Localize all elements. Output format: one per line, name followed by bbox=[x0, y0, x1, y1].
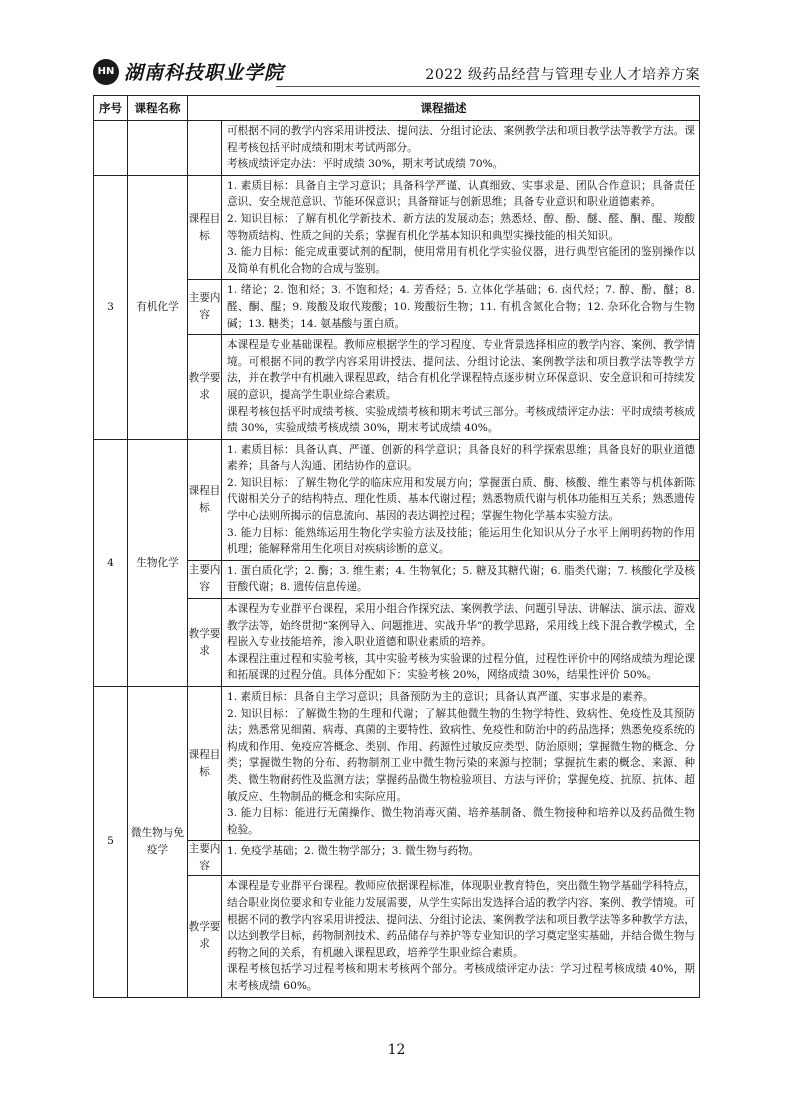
description-paragraph: 课程考核包括平时成绩考核、实验成绩考核和期末考试三部分。考核成绩评定办法：平时成绩考核成绩 30%，实验成绩考核成绩 30%，期末考试成绩 40%。 bbox=[227, 405, 695, 435]
description-paragraph: 本课程注重过程和实验考核，其中实验考核为实验课的过程分值，过程性评价中的网络成绩为理论课和拓展课的过程分值。具体分配如下：实验考核 20%，网络成绩 30%，结果性评价 50%。 bbox=[227, 652, 695, 682]
description-cell bbox=[222, 280, 700, 335]
section-label: 教学要求 bbox=[188, 599, 222, 687]
course-number: 4 bbox=[94, 439, 128, 686]
description-paragraph: 1. 蛋白质化学；2. 酶；3. 维生素；4. 生物氧化；5. 糖及其糖代谢；6. 脂类代谢；7. 核酸化学及核苷酸代谢；8. 遗传信息传递。 bbox=[227, 564, 695, 594]
section-label: 主要内容 bbox=[188, 560, 222, 598]
document-title: 2022 级药品经营与管理专业人才培养方案 bbox=[425, 67, 700, 83]
description-cell bbox=[222, 335, 700, 440]
description-paragraph: 课程考核包括学习过程考核和期末考核两个部分。考核成绩评定办法：学习过程考核成绩 40%，期末考核成绩 60%。 bbox=[227, 963, 695, 992]
course-number: 3 bbox=[94, 175, 128, 439]
header-desc: 课程描述 bbox=[188, 96, 700, 121]
description-paragraph: 1. 免疫学基础；2. 微生物学部分；3. 微生物与药物。 bbox=[227, 845, 480, 858]
description-paragraph: 3. 能力目标：能熟练运用生物化学实验方法及技能；能运用生化知识从分子水平上阐明药物的作用机理；能解释常用生化项目对疾病诊断的意义。 bbox=[227, 526, 695, 556]
empty-cell bbox=[128, 121, 188, 176]
description-paragraph: 3. 能力目标：能完成重要试剂的配制，使用常用有机化学实验仪器，进行典型官能团的鉴别操作以及简单有机化合物的合成与鉴别。 bbox=[227, 246, 695, 275]
section-label: 课程目标 bbox=[188, 175, 222, 280]
section-label: 主要内容 bbox=[188, 841, 222, 876]
description-cell bbox=[222, 121, 700, 176]
description-paragraph: 可根据不同的教学内容采用讲授法、提问法、分组讨论法、案例教学法和项目教学法等教学方法。课程考核包括平时成绩和期末考试两部分。 bbox=[227, 125, 695, 154]
table-header-row bbox=[94, 96, 700, 121]
page-header bbox=[93, 58, 700, 86]
course-number: 5 bbox=[94, 687, 128, 998]
section-label: 教学要求 bbox=[188, 876, 222, 997]
description-paragraph: 本课程是专业群平台课程。教师应依据课程标准，体现职业教育特色，突出微生物学基础学科特点，结合职业岗位要求和专业能力发展需要，从学生实际出发选择合适的教学内容、案例、教学情境。可根据不同的教学内容采用讲授法、提问法、分组讨论法、案例教学法和项目教学法等多种教学方法，以达到教学目标，药物制剂技术、药品储存与养护等专业知识的学习奠定坚实基础，并结合微生物与药物之间的关系，有机融入课程思政，培养学生职业综合素质。 bbox=[227, 880, 695, 959]
description-cell bbox=[222, 687, 700, 841]
table-row-continuation bbox=[94, 121, 700, 176]
description-paragraph: 2. 知识目标：了解微生物的生理和代谢；了解其他微生物的生物学特性、致病性、免疫性及其预防法；熟悉常见细菌、病毒、真菌的主要特性、致病性、免疫性和防治中的药品选择；熟悉免疫系统的构成和作用、免疫应答概念、类别、作用、药源性过敏反应类型、防治原则；掌握微生物的概念、分类；掌握微生物的分布、药物制剂工业中微生物污染的来源与控制；掌握抗生素的概念、来源、种类、微生物耐药性及监测方法；掌握药品微生物检验项目、方法与评价；掌握免疫、抗原、抗体、超敏反应、生物制品的概念和实际应用。 bbox=[227, 707, 695, 803]
course-name: 生物化学 bbox=[128, 439, 188, 686]
section-label: 教学要求 bbox=[188, 335, 222, 440]
description-cell bbox=[222, 841, 700, 876]
description-cell bbox=[222, 876, 700, 997]
description-paragraph: 1. 素质目标：具备自主学习意识；具备预防为主的意识；具备认真严谨、实事求是的素养。 bbox=[227, 691, 654, 703]
empty-cell bbox=[188, 121, 222, 176]
description-paragraph: 本课程是专业基础课程。教师应根据学生的学习程度、专业背景选择相应的教学内容、案例、教学情境。可根据不同的教学内容采用讲授法、提问法、分组讨论法、案例教学法和项目教学法等教学方法，并在教学中有机融入课程思政，结合有机化学课程特点逐步树立环保意识、安全意识和可持续发展的意识，提高学生职业综合素质。 bbox=[227, 339, 695, 401]
description-paragraph: 1. 绪论；2. 饱和烃；3. 不饱和烃；4. 芳香烃；5. 立体化学基础；6. 卤代烃；7. 醇、酚、醚；8. 醛、酮、醌；9. 羧酸及取代羧酸；10. 羧酸衍生物；11. 有机含氮化合物；12. 杂环化合物与生物碱；13. 糖类；14. 氨基酸与蛋白质。 bbox=[227, 284, 695, 330]
section-label: 课程目标 bbox=[188, 439, 222, 560]
header-no: 序号 bbox=[94, 96, 128, 121]
section-label: 课程目标 bbox=[188, 687, 222, 841]
school-logo bbox=[93, 58, 284, 85]
description-cell bbox=[222, 439, 700, 560]
description-paragraph: 1. 素质目标：具备认真、严谨、创新的科学意识；具备良好的科学探索思维；具备良好的职业道德素养；具备与人沟通、团结协作的意识。 bbox=[227, 443, 695, 473]
table-row bbox=[94, 439, 700, 560]
description-paragraph: 2. 知识目标：了解有机化学新技术、新方法的发展动态；熟悉烃、醇、酚、醚、醛、酮、醌、羧酸等物质结构、性质之间的关系；掌握有机化学基本知识和典型实操技能的相关知识。 bbox=[227, 212, 695, 242]
description-cell bbox=[222, 175, 700, 280]
description-paragraph: 3. 能力目标：能进行无菌操作、微生物消毒灭菌、培养基制备、微生物接种和培养以及药品微生物检验。 bbox=[227, 807, 695, 836]
school-name: 湖南科技职业学院 bbox=[124, 62, 285, 84]
course-name: 有机化学 bbox=[128, 175, 188, 439]
header-name: 课程名称 bbox=[128, 96, 188, 121]
description-paragraph: 考核成绩评定办法：平时成绩 30%，期末考试成绩 70%。 bbox=[227, 158, 504, 171]
description-paragraph: 1. 素质目标：具备自主学习意识；具备科学严谨、认真细致、实事求是、团队合作意识；具备责任意识、安全规范意识、节能环保意识；具备辩证与创新思维；具备专业意识和职业道德素养。 bbox=[227, 179, 695, 209]
course-table bbox=[93, 95, 700, 998]
section-label: 主要内容 bbox=[188, 280, 222, 335]
description-cell bbox=[222, 599, 700, 687]
school-seal-icon: HN bbox=[93, 59, 119, 85]
description-paragraph: 2. 知识目标：了解生物化学的临床应用和发展方向；掌握蛋白质、酶、核酸、维生素等与机体新陈代谢相关分子的结构特点、理化性质、基本代谢过程；熟悉物质代谢与机体功能相互关系；熟悉遗传学中心法则所揭示的信息流向、基因的表达调控过程；掌握生物化学基本实验方法。 bbox=[227, 476, 695, 523]
description-cell bbox=[222, 560, 700, 598]
header-divider bbox=[276, 86, 700, 87]
description-paragraph: 本课程为专业群平台课程，采用小组合作探究法、案例教学法、问题引导法、讲解法、演示法、游戏教学法等，始终贯彻“案例导入、问题推进、实战升华”的教学思路，采用线上线下混合教学模式，全程嵌入专业技能培养，渗入职业道德和职业素质的培养。 bbox=[227, 603, 695, 649]
table-row bbox=[94, 175, 700, 280]
page-number: 12 bbox=[387, 1042, 406, 1058]
table-row bbox=[94, 687, 700, 841]
course-name: 微生物与免疫学 bbox=[128, 687, 188, 998]
empty-cell bbox=[94, 121, 128, 176]
